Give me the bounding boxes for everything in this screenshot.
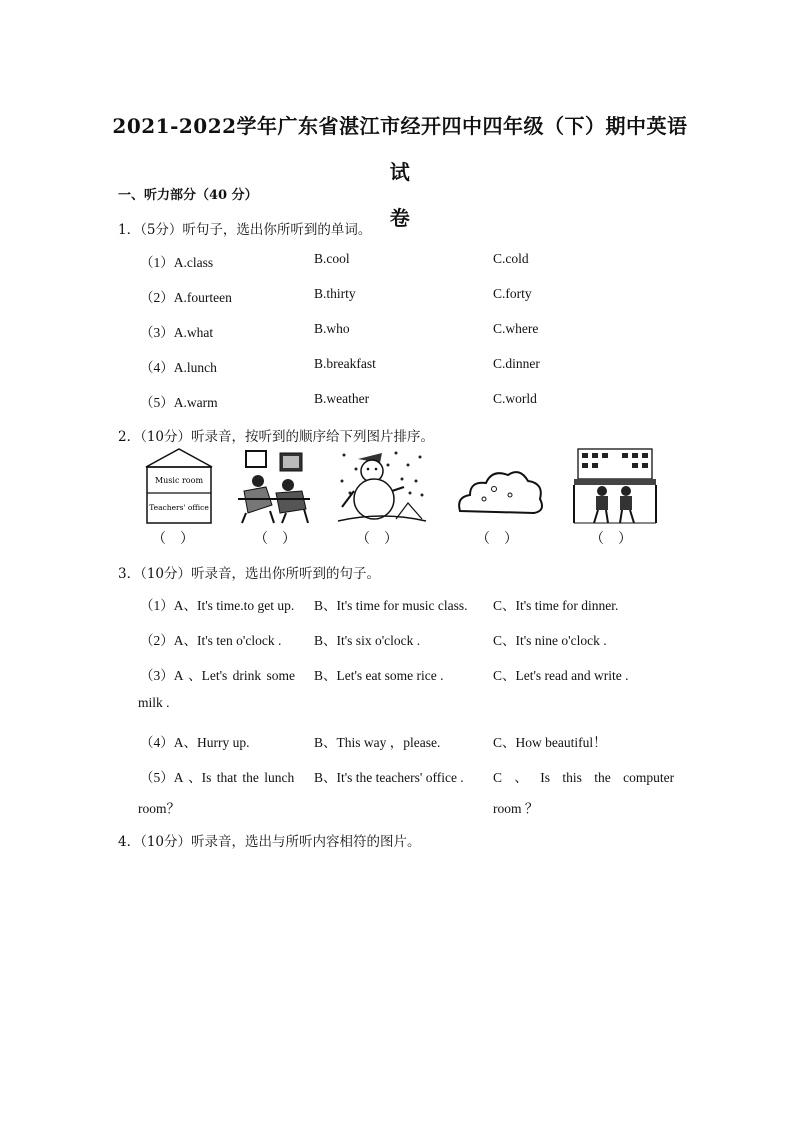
question-4-stem: 4．（10分）听录音，选出与所听内容相符的图片。 — [118, 834, 421, 850]
q1-row1-option-a: （1）A.class — [140, 255, 214, 270]
question-2-stem: 2．（10分）听录音，按听到的顺序给下列图片排序。 — [118, 429, 435, 445]
answer-blank-5[interactable]: （ ） — [590, 531, 632, 547]
q3-row5-option-a-line1: （5）A 、Is that the lunch — [140, 770, 295, 785]
q1-row5-option-a: （5）A.warm — [140, 395, 218, 410]
q3-row3-option-a-line1: （3）A 、Let's drink some — [140, 668, 296, 683]
question-1-stem: 1．（5分）听句子，选出你所听到的单词。 — [118, 222, 372, 238]
school-building-picture — [144, 447, 214, 525]
q1-row4-option-b: B.breakfast — [314, 356, 376, 371]
q3-row2-option-b: B、It's six o'clock . — [314, 633, 421, 648]
q3-row1-option-a: （1）A、It's time.to get up. — [140, 598, 295, 613]
q1-row3-option-b: B.who — [314, 321, 350, 336]
sign-teachers-office: Teachers' office — [149, 503, 209, 512]
q3-row5-option-c-line1: C 、 Is this the computer — [493, 770, 675, 785]
q1-row5-option-c: C.world — [493, 391, 537, 406]
q3-row3-option-a-line2: milk . — [138, 695, 170, 710]
sign-music-room: Music room — [154, 476, 204, 485]
q1-row3-option-c: C.where — [493, 321, 539, 336]
title-line-2: 卷 — [389, 206, 411, 230]
q3-row5-option-c-line2: room ？ — [493, 801, 539, 816]
q1-row1-option-c: C.cold — [493, 251, 529, 266]
snowman-picture — [336, 447, 428, 525]
q3-row3-option-b: B、Let's eat some rice . — [314, 668, 444, 683]
answer-blank-2[interactable]: （ ） — [254, 531, 296, 547]
section-heading: 一、听力部分（40 分） — [118, 188, 258, 203]
computer-room-picture — [236, 447, 312, 525]
q1-row1-option-b: B.cool — [314, 251, 350, 266]
answer-blank-4[interactable]: （ ） — [476, 531, 518, 547]
q3-row2-option-a: （2）A、It's ten o'clock . — [140, 633, 282, 648]
q3-row5-option-b: B、It's the teachers' office . — [314, 770, 464, 785]
q3-row3-option-c: C、Let's read and write . — [493, 668, 629, 683]
cloud-picture — [454, 447, 546, 525]
title-line-1: 2021-2022学年广东省湛江市经开四中四年级（下）期中英语试 — [112, 114, 688, 184]
q1-row4-option-a: （4）A.lunch — [140, 360, 217, 375]
answer-blank-3[interactable]: （ ） — [356, 531, 398, 547]
q1-row5-option-b: B.weather — [314, 391, 370, 406]
q3-row2-option-c: C、It's nine o'clock . — [493, 633, 607, 648]
q3-row1-option-c: C、It's time for dinner. — [493, 598, 619, 613]
q3-row5-option-a-line2: room？ — [138, 801, 180, 816]
q1-row4-option-c: C.dinner — [493, 356, 540, 371]
answer-blank-1[interactable]: （ ） — [152, 531, 194, 547]
q1-row2-option-c: C.forty — [493, 286, 532, 301]
q1-row2-option-b: B.thirty — [314, 286, 356, 301]
q3-row4-option-a: （4）A、Hurry up. — [140, 735, 250, 750]
q1-row2-option-a: （2）A.fourteen — [140, 290, 232, 305]
q3-row4-option-b: B、This way ，please. — [314, 735, 441, 750]
q3-row4-option-c: C、How beautiful！ — [493, 735, 607, 750]
q1-row3-option-a: （3）A.what — [140, 325, 214, 340]
q3-row1-option-b: B、It's time for music class. — [314, 598, 468, 613]
school-gate-picture — [572, 447, 658, 525]
question-3-stem: 3．（10分）听录音，选出你所听到的句子。 — [118, 566, 381, 582]
